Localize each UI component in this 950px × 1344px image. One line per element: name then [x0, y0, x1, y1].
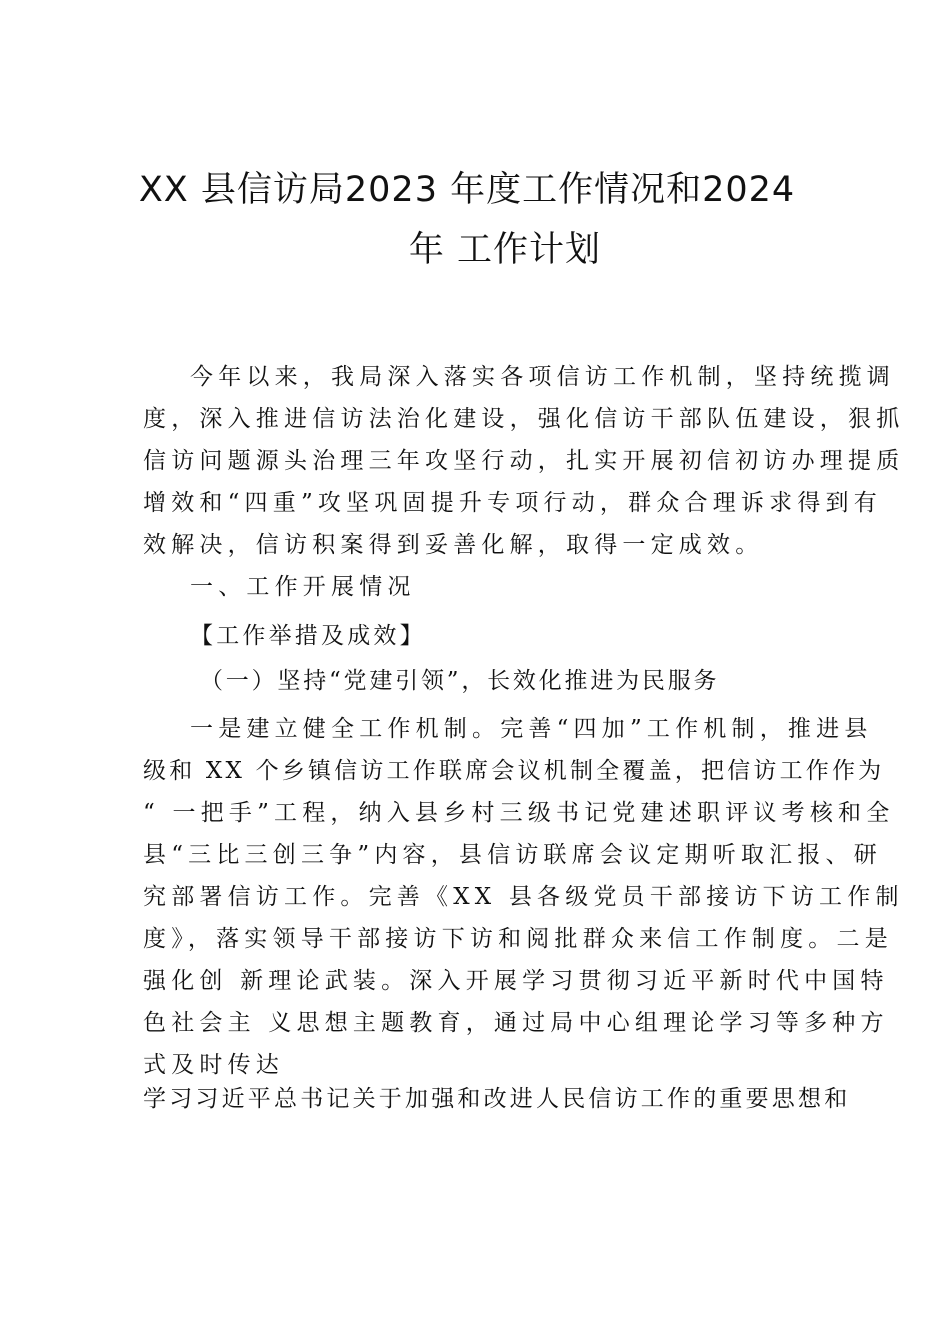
- body-line: 学习习近平总书记关于加强和改进人民信访工作的重要思想和: [143, 1086, 851, 1112]
- section-heading: 一、工作开展情况: [190, 574, 416, 600]
- body-line: 今年以来，我局深入落实各项信访工作机制，坚持统揽调: [190, 364, 895, 390]
- subsection-label: 【工作举措及成效】: [190, 623, 426, 649]
- body-line: 究部署信访工作。完善《XX 县各级党员干部接访下访工作制: [143, 884, 904, 910]
- body-line: 度，深入推进信访法治化建设，强化信访干部队伍建设，狠抓: [143, 406, 905, 432]
- document-title-line-1: XX 县信访局2023 年度工作情况和2024: [138, 170, 796, 210]
- document-title-line-2: 年 工作计划: [408, 230, 602, 270]
- body-line: “ 一把手”工程，纳入县乡村三级书记党建述职评议考核和全: [143, 800, 895, 826]
- body-line: 县“三比三创三争”内容，县信访联席会议定期听取汇报、研: [143, 842, 882, 868]
- subsection-heading: （一）坚持“党建引领”，长效化推进为民服务: [200, 668, 720, 694]
- body-line: 式及时传达: [143, 1052, 284, 1078]
- body-line: 信访问题源头治理三年攻坚行动，扎实开展初信初访办理提质: [143, 448, 905, 474]
- body-line: 一是建立健全工作机制。完善“四加”工作机制，推进县: [190, 716, 873, 742]
- body-line: 度》，落实领导干部接访下访和阅批群众来信工作制度。二是: [143, 926, 893, 952]
- body-line: 强化创 新理论武装。深入开展学习贯彻习近平新时代中国特: [143, 968, 889, 994]
- body-line: 增效和“四重”攻坚巩固提升专项行动，群众合理诉求得到有: [143, 490, 882, 516]
- body-line: 级和 XX 个乡镇信访工作联席会议机制全覆盖，把信访工作作为: [143, 758, 885, 784]
- body-line: 色社会主 义思想主题教育，通过局中心组理论学习等多种方: [143, 1010, 889, 1036]
- body-line: 效解决，信访积案得到妥善化解，取得一定成效。: [143, 532, 764, 558]
